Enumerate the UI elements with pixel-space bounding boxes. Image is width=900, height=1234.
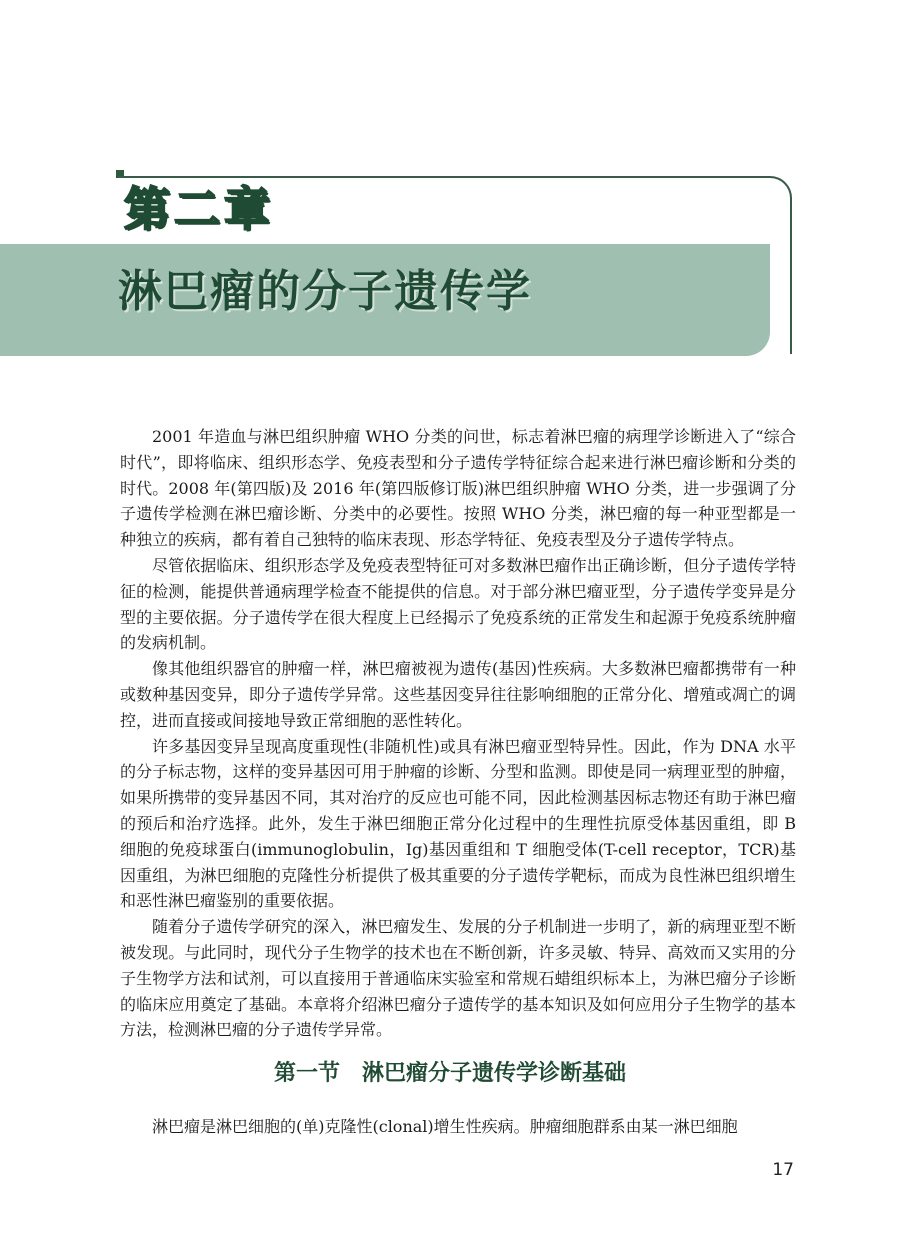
page-number: 17 xyxy=(772,1160,794,1180)
section-paragraph-1: 淋巴瘤是淋巴细胞的(单)克隆性(clonal)增生性疾病。肿瘤细胞群系由某一淋巴细胞 xyxy=(152,1117,738,1136)
paragraph-5: 随着分子遗传学研究的深入，淋巴瘤发生、发展的分子机制进一步明了，新的病理亚型不断被发现。与此同时，现代分子生物学的技术也在不断创新，许多灵敏、特异、高效而又实用的分子生物学方法和试剂，可以直接用于普通临床实验室和常规石蜡组织标本上，为淋巴瘤分子诊断的临床应用奠定了基础。本章将介绍淋巴瘤分子遗传学的基本知识及如何应用分子生物学的基本方法，检测淋巴瘤的分子遗传学异常。 xyxy=(120,917,796,1040)
paragraph-1: 2001 年造血与淋巴组织肿瘤 WHO 分类的问世，标志着淋巴瘤的病理学诊断进入了“综合时代”，即将临床、组织形态学、免疫表型和分子遗传学特征综合起来进行淋巴瘤诊断和分类的时代。2008 年(第四版)及 2016 年(第四版修订版)淋巴组织肿瘤 WHO 分类，进一步强调了分子遗传学检测在淋巴瘤诊断、分类中的必要性。按照 WHO 分类，淋巴瘤的每一种亚型都是一种独立的疾病，都有着自己独特的临床表现、形态学特征、免疫表型及分子遗传学特点。 xyxy=(120,427,796,550)
section-body xyxy=(120,1114,796,1140)
section-heading: 第一节 淋巴瘤分子遗传学诊断基础 xyxy=(273,1061,626,1086)
chapter-body xyxy=(120,424,796,1043)
chapter-title: 淋巴瘤的分子遗传学 xyxy=(118,266,532,317)
paragraph-3: 像其他组织器官的肿瘤一样，淋巴瘤被视为遗传(基因)性疾病。大多数淋巴瘤都携带有一种或数种基因变异，即分子遗传学异常。这些基因变异往往影响细胞的正常分化、增殖或凋亡的调控，进而直接或间接地导致正常细胞的恶性转化。 xyxy=(120,659,796,730)
chapter-label: 第二章 xyxy=(124,182,274,236)
paragraph-2: 尽管依据临床、组织形态学及免疫表型特征可对多数淋巴瘤作出正确诊断，但分子遗传学特征的检测，能提供普通病理学检查不能提供的信息。对于部分淋巴瘤亚型，分子遗传学变异是分型的主要依据。分子遗传学在很大程度上已经揭示了免疫系统的正常发生和起源于免疫系统肿瘤的发病机制。 xyxy=(120,555,796,653)
paragraph-4: 许多基因变异呈现高度重现性(非随机性)或具有淋巴瘤亚型特异性。因此，作为 DNA 水平的分子标志物，这样的变异基因可用于肿瘤的诊断、分型和监测。即使是同一病理亚型的肿瘤，如果所携带的变异基因不同，其对治疗的反应也可能不同，因此检测基因标志物还有助于淋巴瘤的预后和治疗选择。此外，发生于淋巴细胞正常分化过程中的生理性抗原受体基因重组，即 B 细胞的免疫球蛋白(immunoglobulin，Ig)基因重组和 T 细胞受体(T-cell receptor，TCR)基因重组，为淋巴细胞的克隆性分析提供了极其重要的分子遗传学靶标，而成为良性淋巴组织增生和恶性淋巴瘤鉴别的重要依据。 xyxy=(120,736,796,911)
